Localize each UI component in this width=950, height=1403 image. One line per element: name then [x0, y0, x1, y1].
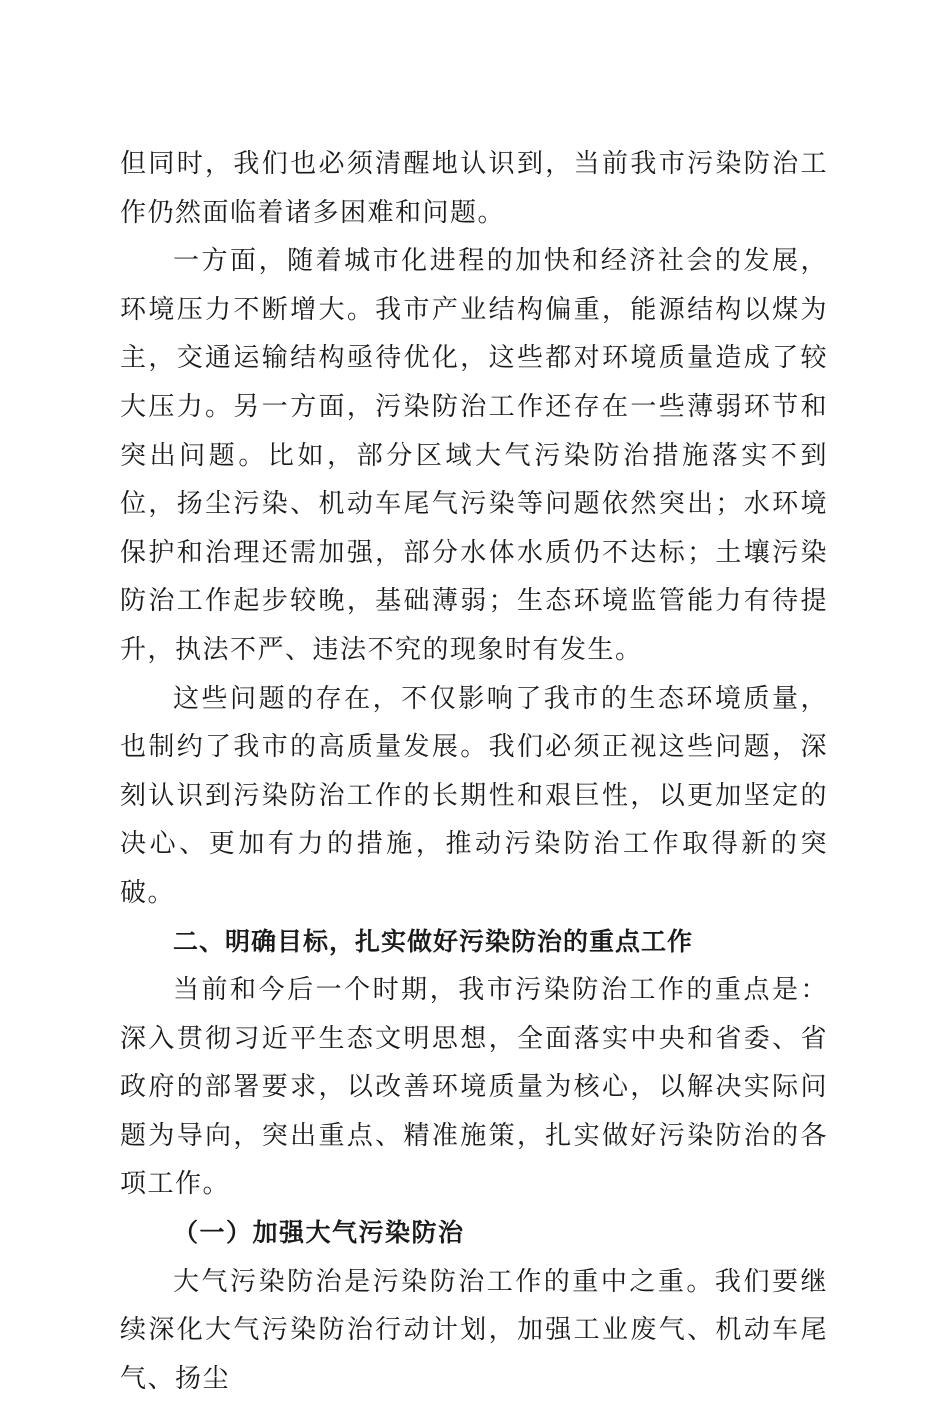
paragraph-key-focus: 当前和今后一个时期，我市污染防治工作的重点是：深入贯彻习近平生态文明思想，全面落实中央和省委、省政府的部署要求，以改善环境质量为核心，以解决实际问题为导向，突出重点、精准施策，扎实做好污染防治的各项工作。 — [120, 975, 828, 1200]
subsection-heading-air-pollution: （一）加强大气污染防治 — [173, 1218, 465, 1248]
paragraph-environmental-pressure: 一方面，随着城市化进程的加快和经济社会的发展，环境压力不断增大。我市产业结构偏重，能源结构以煤为主，交通运输结构亟待优化，这些都对环境质量造成了较大压力。另一方面，污染防治工作还存在一些薄弱环节和突出问题。比如，部分区域大气污染防治措施落实不到位，扬尘污染、机动车尾气污染等问题依然突出；水环境保护和治理还需加强，部分水体水质仍不达标；土壤污染防治工作起步较晚，基础薄弱；生态环境监管能力有待提升，执法不严、违法不究的现象时有发生。 — [120, 246, 828, 665]
document-body — [120, 140, 828, 1403]
paragraph-problem-impact: 这些问题的存在，不仅影响了我市的生态环境质量，也制约了我市的高质量发展。我们必须正视这些问题，深刻认识到污染防治工作的长期性和艰巨性，以更加坚定的决心、更加有力的措施，推动污染防治工作取得新的突破。 — [120, 683, 828, 908]
paragraph-continuation: 但同时，我们也必须清醒地认识到，当前我市污染防治工作仍然面临着诸多困难和问题。 — [120, 149, 828, 228]
paragraph-air-pollution: 大气污染防治是污染防治工作的重中之重。我们要继续深化大气污染防治行动计划，加强工业废气、机动车尾气、扬尘 — [120, 1266, 828, 1394]
section-heading-two: 二、明确目标，扎实做好污染防治的重点工作 — [173, 926, 694, 956]
